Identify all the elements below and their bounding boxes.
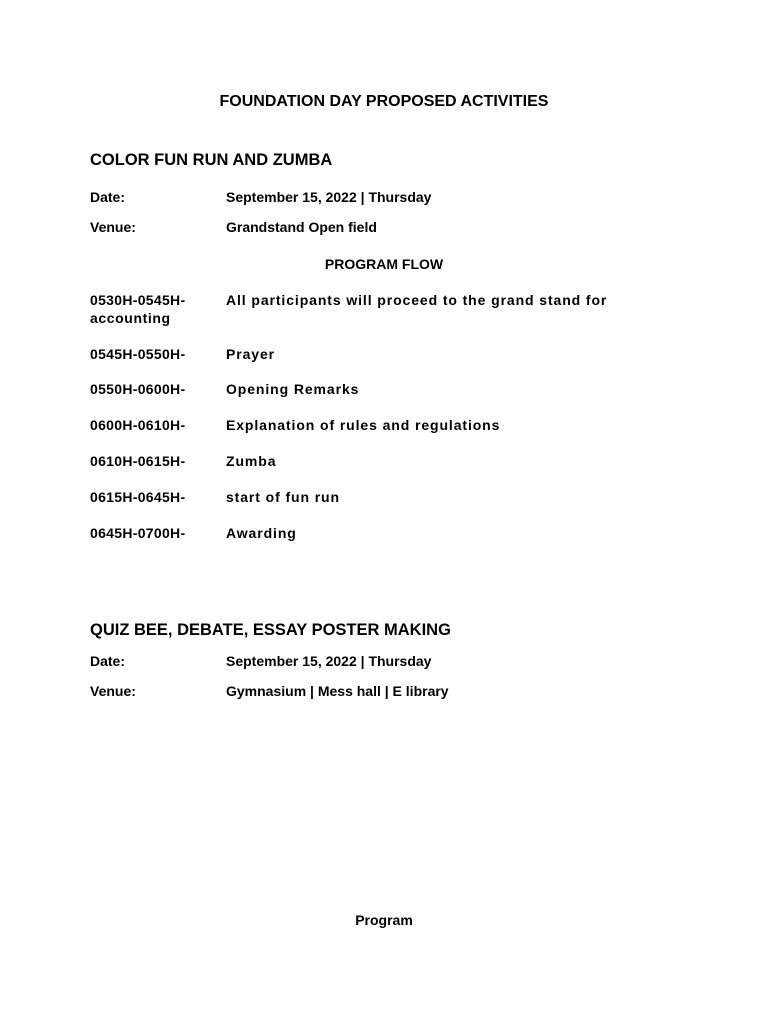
date-value: September 15, 2022 | Thursday	[226, 653, 432, 669]
flow-time: 0530H-0545H-	[90, 292, 186, 308]
document-title: FOUNDATION DAY PROPOSED ACTIVITIES	[219, 93, 549, 110]
venue-value: Grandstand Open field	[226, 219, 377, 235]
flow-time: 0545H-0550H-	[90, 346, 186, 362]
flow-time: 0645H-0700H-	[90, 525, 186, 541]
flow-activity: start of fun run	[226, 489, 340, 505]
flow-activity: Zumba	[226, 453, 277, 469]
flow-activity-continuation: accounting	[90, 310, 171, 326]
flow-activity: All participants will proceed to the grand stand for	[226, 292, 608, 308]
venue-value: Gymnasium | Mess hall | E library	[226, 683, 449, 699]
flow-time: 0615H-0645H-	[90, 489, 186, 505]
flow-time: 0610H-0615H-	[90, 453, 186, 469]
section-heading-quiz-bee: QUIZ BEE, DEBATE, ESSAY POSTER MAKING	[90, 621, 451, 639]
date-value: September 15, 2022 | Thursday	[226, 189, 432, 205]
flow-time: 0550H-0600H-	[90, 381, 186, 397]
section-heading-fun-run: COLOR FUN RUN AND ZUMBA	[90, 151, 333, 169]
venue-label: Venue:	[90, 683, 136, 699]
flow-time: 0600H-0610H-	[90, 417, 186, 433]
program-heading: Program	[355, 912, 413, 928]
venue-label: Venue:	[90, 219, 136, 235]
date-label: Date:	[90, 189, 126, 205]
flow-activity: Prayer	[226, 346, 275, 362]
flow-activity: Opening Remarks	[226, 381, 360, 397]
program-flow-title: PROGRAM FLOW	[324, 256, 444, 272]
flow-activity: Explanation of rules and regulations	[226, 417, 501, 433]
date-label: Date:	[90, 653, 126, 669]
flow-activity: Awarding	[226, 525, 297, 541]
